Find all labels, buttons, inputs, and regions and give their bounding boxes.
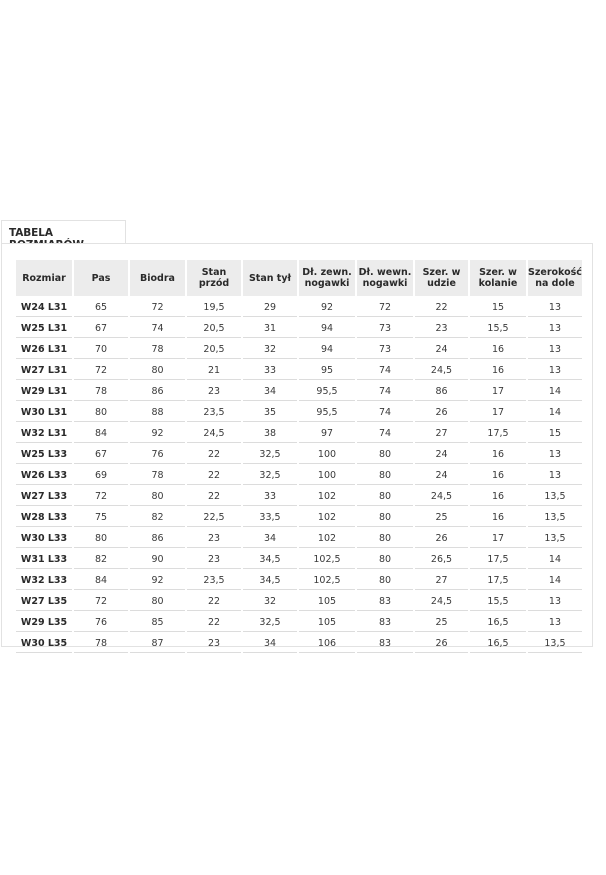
- table-row: [16, 613, 582, 632]
- column-header-line: Szer. w: [422, 267, 461, 278]
- measurement-cell: 14: [528, 571, 582, 590]
- column-header-line: Stan: [201, 267, 227, 278]
- measurement-cell: 34: [243, 634, 297, 653]
- size-label-cell: W30 L31: [16, 403, 72, 422]
- table-row: [16, 634, 582, 653]
- column-header-line: Pas: [91, 272, 111, 284]
- size-label-cell: W30 L33: [16, 529, 72, 548]
- measurement-cell: 33: [243, 361, 297, 380]
- table-row: [16, 298, 582, 317]
- measurement-cell: 102,5: [299, 571, 355, 590]
- column-header-line: Szerokość: [528, 267, 582, 278]
- size-label-cell: W26 L33: [16, 466, 72, 485]
- size-label-cell: W32 L33: [16, 571, 72, 590]
- table-row: [16, 424, 582, 443]
- measurement-cell: 80: [130, 592, 185, 611]
- size-label-cell: W31 L33: [16, 550, 72, 569]
- size-label-cell: W27 L33: [16, 487, 72, 506]
- column-header-line: Dł. zewn.: [302, 267, 352, 278]
- table-row: [16, 382, 582, 401]
- measurement-cell: 83: [357, 592, 413, 611]
- column-header-line: na dole: [535, 278, 575, 289]
- measurement-cell: 15: [470, 298, 526, 317]
- measurement-cell: 21: [187, 361, 241, 380]
- measurement-cell: 80: [130, 487, 185, 506]
- measurement-cell: 16: [470, 361, 526, 380]
- measurement-cell: 32: [243, 340, 297, 359]
- measurement-cell: 88: [130, 403, 185, 422]
- measurement-cell: 80: [357, 529, 413, 548]
- measurement-cell: 22,5: [187, 508, 241, 527]
- size-label-cell: W27 L31: [16, 361, 72, 380]
- measurement-cell: 92: [130, 571, 185, 590]
- measurement-cell: 20,5: [187, 319, 241, 338]
- measurement-cell: 20,5: [187, 340, 241, 359]
- size-label-cell: W29 L35: [16, 613, 72, 632]
- measurement-cell: 105: [299, 592, 355, 611]
- measurement-cell: 78: [130, 466, 185, 485]
- measurement-cell: 76: [74, 613, 128, 632]
- measurement-cell: 100: [299, 445, 355, 464]
- measurement-cell: 84: [74, 571, 128, 590]
- measurement-cell: 23,5: [187, 571, 241, 590]
- measurement-cell: 15: [528, 424, 582, 443]
- size-label-cell: W32 L31: [16, 424, 72, 443]
- measurement-cell: 32: [243, 592, 297, 611]
- measurement-cell: 83: [357, 634, 413, 653]
- measurement-cell: 102: [299, 487, 355, 506]
- column-header-line: Rozmiar: [22, 272, 66, 284]
- measurement-cell: 102,5: [299, 550, 355, 569]
- measurement-cell: 74: [357, 382, 413, 401]
- measurement-cell: 14: [528, 403, 582, 422]
- measurement-cell: 80: [357, 466, 413, 485]
- measurement-cell: 26: [415, 634, 468, 653]
- measurement-cell: 13: [528, 319, 582, 338]
- measurement-cell: 80: [357, 508, 413, 527]
- measurement-cell: 22: [187, 613, 241, 632]
- measurement-cell: 13: [528, 613, 582, 632]
- size-label-cell: W28 L33: [16, 508, 72, 527]
- column-header: [528, 260, 582, 296]
- measurement-cell: 19,5: [187, 298, 241, 317]
- measurement-cell: 84: [74, 424, 128, 443]
- measurement-cell: 23: [187, 634, 241, 653]
- measurement-cell: 17,5: [470, 424, 526, 443]
- table-body: [16, 298, 582, 653]
- measurement-cell: 24: [415, 445, 468, 464]
- measurement-cell: 34,5: [243, 550, 297, 569]
- measurement-cell: 94: [299, 340, 355, 359]
- measurement-cell: 95,5: [299, 382, 355, 401]
- measurement-cell: 15,5: [470, 319, 526, 338]
- measurement-cell: 67: [74, 319, 128, 338]
- column-header-line: kolanie: [478, 278, 518, 289]
- measurement-cell: 13,5: [528, 634, 582, 653]
- measurement-cell: 13,5: [528, 487, 582, 506]
- measurement-cell: 67: [74, 445, 128, 464]
- measurement-cell: 13: [528, 340, 582, 359]
- measurement-cell: 17: [470, 403, 526, 422]
- size-label-cell: W30 L35: [16, 634, 72, 653]
- size-label-cell: W26 L31: [16, 340, 72, 359]
- table-row: [16, 361, 582, 380]
- measurement-cell: 22: [415, 298, 468, 317]
- measurement-cell: 100: [299, 466, 355, 485]
- measurement-cell: 23,5: [187, 403, 241, 422]
- measurement-cell: 16: [470, 340, 526, 359]
- measurement-cell: 78: [74, 634, 128, 653]
- measurement-cell: 80: [357, 445, 413, 464]
- size-label-cell: W27 L35: [16, 592, 72, 611]
- column-header: [74, 260, 128, 296]
- size-label-cell: W24 L31: [16, 298, 72, 317]
- measurement-cell: 32,5: [243, 466, 297, 485]
- measurement-cell: 17: [470, 529, 526, 548]
- size-label-cell: W25 L31: [16, 319, 72, 338]
- measurement-cell: 27: [415, 571, 468, 590]
- measurement-cell: 72: [74, 592, 128, 611]
- measurement-cell: 13,5: [528, 529, 582, 548]
- table-row: [16, 319, 582, 338]
- measurement-cell: 24,5: [415, 361, 468, 380]
- measurement-cell: 34: [243, 529, 297, 548]
- measurement-cell: 38: [243, 424, 297, 443]
- column-header-line: nogawki: [304, 278, 350, 289]
- table-row: [16, 508, 582, 527]
- measurement-cell: 16,5: [470, 634, 526, 653]
- measurement-cell: 22: [187, 466, 241, 485]
- measurement-cell: 32,5: [243, 613, 297, 632]
- measurement-cell: 13: [528, 466, 582, 485]
- column-header: [243, 260, 297, 296]
- measurement-cell: 65: [74, 298, 128, 317]
- measurement-cell: 90: [130, 550, 185, 569]
- measurement-cell: 97: [299, 424, 355, 443]
- measurement-cell: 17: [470, 382, 526, 401]
- measurement-cell: 80: [357, 571, 413, 590]
- measurement-cell: 83: [357, 613, 413, 632]
- measurement-cell: 70: [74, 340, 128, 359]
- column-header: [357, 260, 413, 296]
- column-header: [470, 260, 526, 296]
- measurement-cell: 15,5: [470, 592, 526, 611]
- measurement-cell: 31: [243, 319, 297, 338]
- measurement-cell: 27: [415, 424, 468, 443]
- column-header-line: Biodra: [140, 272, 175, 284]
- size-table-panel: [1, 243, 593, 647]
- column-header-line: udzie: [427, 278, 456, 289]
- measurement-cell: 16: [470, 487, 526, 506]
- measurement-cell: 86: [130, 382, 185, 401]
- size-label-cell: W29 L31: [16, 382, 72, 401]
- column-header-line: Stan tył: [248, 272, 292, 284]
- measurement-cell: 75: [74, 508, 128, 527]
- measurement-cell: 72: [74, 361, 128, 380]
- measurement-cell: 92: [299, 298, 355, 317]
- measurement-cell: 105: [299, 613, 355, 632]
- table-row: [16, 571, 582, 590]
- measurement-cell: 13: [528, 592, 582, 611]
- column-header-line: przód: [198, 278, 230, 289]
- measurement-cell: 24,5: [187, 424, 241, 443]
- measurement-cell: 16: [470, 445, 526, 464]
- table-row: [16, 487, 582, 506]
- table-row: [16, 340, 582, 359]
- measurement-cell: 14: [528, 382, 582, 401]
- table-row: [16, 403, 582, 422]
- measurement-cell: 29: [243, 298, 297, 317]
- measurement-cell: 102: [299, 508, 355, 527]
- size-table: [14, 258, 584, 655]
- measurement-cell: 23: [187, 550, 241, 569]
- measurement-cell: 74: [357, 424, 413, 443]
- measurement-cell: 106: [299, 634, 355, 653]
- measurement-cell: 34: [243, 382, 297, 401]
- measurement-cell: 13: [528, 298, 582, 317]
- measurement-cell: 76: [130, 445, 185, 464]
- measurement-cell: 86: [130, 529, 185, 548]
- measurement-cell: 26: [415, 403, 468, 422]
- measurement-cell: 72: [357, 298, 413, 317]
- measurement-cell: 25: [415, 613, 468, 632]
- table-row: [16, 529, 582, 548]
- measurement-cell: 82: [130, 508, 185, 527]
- measurement-cell: 74: [357, 361, 413, 380]
- table-row: [16, 466, 582, 485]
- measurement-cell: 102: [299, 529, 355, 548]
- measurement-cell: 34,5: [243, 571, 297, 590]
- column-header-line: Dł. wewn.: [358, 267, 412, 278]
- measurement-cell: 13: [528, 361, 582, 380]
- column-header-line: nogawki: [362, 278, 408, 289]
- measurement-cell: 16: [470, 466, 526, 485]
- measurement-cell: 94: [299, 319, 355, 338]
- measurement-cell: 22: [187, 487, 241, 506]
- measurement-cell: 13: [528, 445, 582, 464]
- measurement-cell: 24: [415, 466, 468, 485]
- measurement-cell: 80: [130, 361, 185, 380]
- measurement-cell: 74: [357, 403, 413, 422]
- measurement-cell: 78: [74, 382, 128, 401]
- measurement-cell: 22: [187, 445, 241, 464]
- column-header: [187, 260, 241, 296]
- measurement-cell: 72: [130, 298, 185, 317]
- measurement-cell: 74: [130, 319, 185, 338]
- measurement-cell: 78: [130, 340, 185, 359]
- size-label-cell: W25 L33: [16, 445, 72, 464]
- column-header: [415, 260, 468, 296]
- measurement-cell: 72: [74, 487, 128, 506]
- table-row: [16, 445, 582, 464]
- measurement-cell: 92: [130, 424, 185, 443]
- table-row: [16, 550, 582, 569]
- measurement-cell: 80: [357, 487, 413, 506]
- measurement-cell: 32,5: [243, 445, 297, 464]
- column-header: [130, 260, 185, 296]
- measurement-cell: 35: [243, 403, 297, 422]
- column-header: [299, 260, 355, 296]
- measurement-cell: 17,5: [470, 571, 526, 590]
- measurement-cell: 95,5: [299, 403, 355, 422]
- measurement-cell: 22: [187, 592, 241, 611]
- measurement-cell: 82: [74, 550, 128, 569]
- measurement-cell: 23: [187, 382, 241, 401]
- measurement-cell: 26: [415, 529, 468, 548]
- column-header-line: Szer. w: [479, 267, 517, 278]
- measurement-cell: 25: [415, 508, 468, 527]
- measurement-cell: 23: [415, 319, 468, 338]
- measurement-cell: 87: [130, 634, 185, 653]
- measurement-cell: 86: [415, 382, 468, 401]
- table-row: [16, 592, 582, 611]
- column-header: [16, 260, 72, 296]
- measurement-cell: 73: [357, 340, 413, 359]
- measurement-cell: 95: [299, 361, 355, 380]
- measurement-cell: 80: [357, 550, 413, 569]
- measurement-cell: 80: [74, 403, 128, 422]
- measurement-cell: 24,5: [415, 592, 468, 611]
- measurement-cell: 24,5: [415, 487, 468, 506]
- measurement-cell: 16: [470, 508, 526, 527]
- measurement-cell: 16,5: [470, 613, 526, 632]
- measurement-cell: 23: [187, 529, 241, 548]
- table-header-row: [16, 260, 582, 296]
- measurement-cell: 24: [415, 340, 468, 359]
- measurement-cell: 69: [74, 466, 128, 485]
- measurement-cell: 13,5: [528, 508, 582, 527]
- measurement-cell: 14: [528, 550, 582, 569]
- measurement-cell: 33,5: [243, 508, 297, 527]
- measurement-cell: 33: [243, 487, 297, 506]
- measurement-cell: 80: [74, 529, 128, 548]
- measurement-cell: 85: [130, 613, 185, 632]
- size-table-title: TABELA: [1, 220, 126, 244]
- measurement-cell: 26,5: [415, 550, 468, 569]
- measurement-cell: 73: [357, 319, 413, 338]
- measurement-cell: 17,5: [470, 550, 526, 569]
